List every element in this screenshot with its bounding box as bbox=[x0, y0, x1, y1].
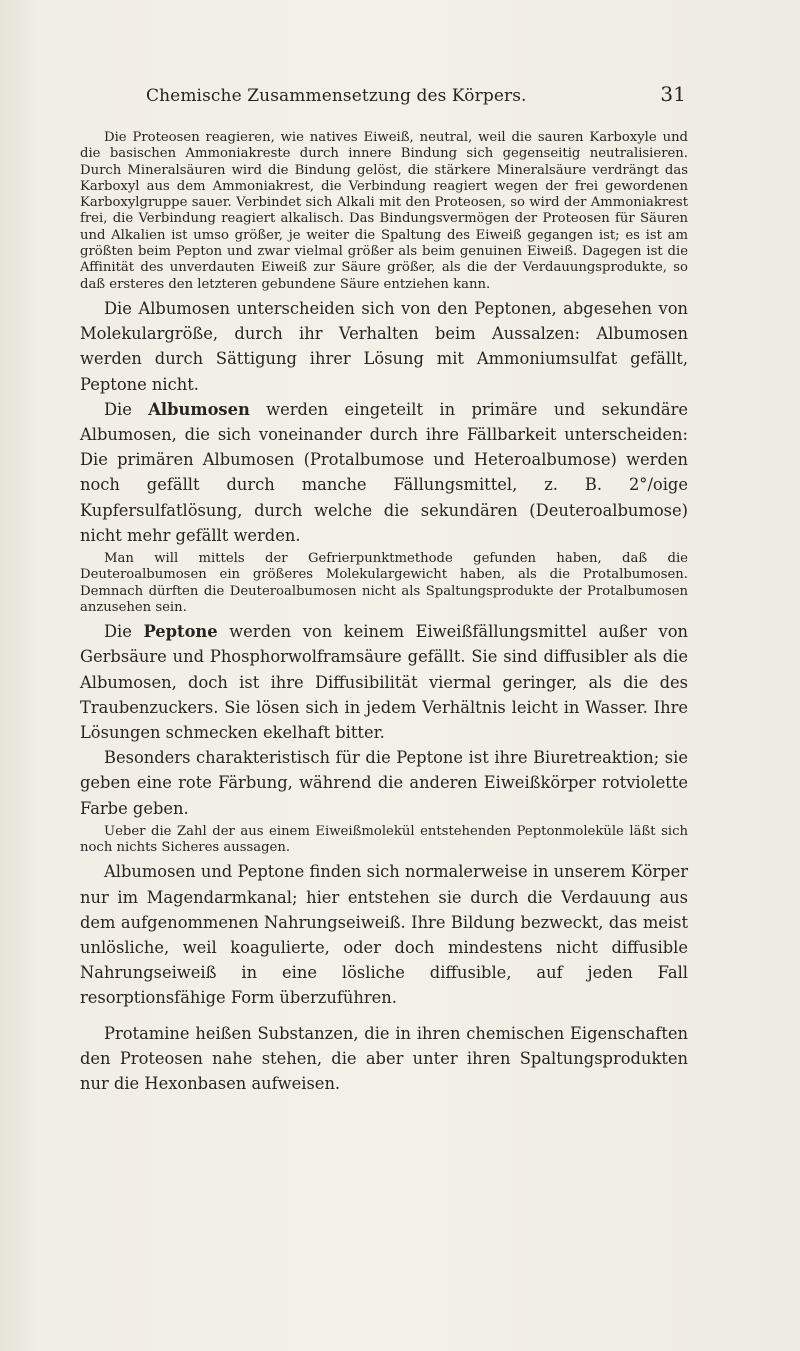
paragraph-rest: werden von keinem Eiweißfällungsmittel außer von Gerbsäure und Phosphorwolframsäure gefällt. Sie sind diffusibler als die Albumosen, doch ist ihre Diffusibilität viermal geringer, als die des Traubenzuckers. Sie lösen sich in jedem Verhältnis leicht in Wasser. Ihre Lösungen schmecken ekelhaft bitter. bbox=[80, 622, 689, 742]
header-title: Chemische Zusammensetzung des Körpers. bbox=[146, 86, 527, 106]
paragraph-protamine: Protamine heißen Substanzen, die in ihren chemischen Eigenschaften den Proteosen nahe stehen, die aber unter ihren Spaltungsprodukten nur die Hexonbasen aufweisen. bbox=[80, 1023, 688, 1094]
paragraph-pepton-molekuele: Ueber die Zahl der aus einem Eiweißmolekül entstehenden Peptonmoleküle läßt sich noch nichts Sicheres aussagen. bbox=[80, 823, 688, 856]
paragraph-peptone bbox=[80, 619, 688, 745]
paragraph-albumosen-peptone: Die Albumosen unterscheiden sich von den Peptonen, abgesehen von Molekulargröße, durch ihr Verhalten beim Aussalzen: Albumosen werden durch Sättigung ihrer Lösung mit Ammoniumsulfat gefällt, Peptone nicht. bbox=[80, 298, 688, 394]
paragraph-rest: werden eingeteilt in primäre und sekundäre Albumosen, die sich voneinander durch ihre Fällbarkeit unterscheiden: Die primären Albumosen (Protalbumose und Heteroalbumose) werden noch gefällt durch manche Fällungsmittel, z. B. 2°/oige Kupfersulfatlösung, durch welche die sekundären (Deuteroalbumose) nicht mehr gefällt werden. bbox=[80, 399, 688, 545]
paragraph-proteosen-reaktion: Die Proteosen reagieren, wie natives Eiweiß, neutral, weil die sauren Karboxyle und die basischen Ammoniakreste durch innere Bindung sich gegenseitig neutralisieren. Durch Mineralsäuren wird die Bindung gelöst, die stärkere Mineralsäure verdrängt das Karboxyl aus dem Ammoniakrest, die Verbindung reagiert wegen der frei gewordenen Karboxylgruppe sauer. Verbindet sich Alkali mit den Proteosen, so wird der Ammoniakrest frei, die Verbindung reagiert alkalisch. Das Bindungsvermögen der Proteosen für Säuren und Alkalien ist umso größer, je weiter die Spaltung des Eiweiß gegangen ist; es ist am größten beim Pepton und zwar vielmal größer als beim genuinen Eiweiß. Dagegen ist die Affinität des unverdauten Eiweiß zur Säure größer, als die der Verdauungsprodukte, so daß ersteres den letzteren gebundene Säure entziehen kann. bbox=[80, 130, 688, 292]
paragraph-verdauung: Albumosen und Peptone finden sich normalerweise in unserem Körper nur im Magendarmkanal; hier entstehen sie durch die Verdauung aus dem aufgenommenen Nahrungseiweiß. Ihre Bildung bezweckt, das meist unlösliche, weil koagulierte, oder doch mindestens nicht diffusible Nahrungseiweiß in eine lösliche diffusible, auf jeden Fall resorptionsfähige Form überzuführen. bbox=[80, 862, 688, 1008]
page-body bbox=[80, 130, 688, 1096]
paragraph-lead: Die bbox=[104, 622, 144, 642]
paragraph-gefrierpunkt: Man will mittels der Gefrierpunktmethode gefunden haben, daß die Deuteroalbumosen ein größeres Molekulargewicht haben, als die Protalbumosen. Demnach dürften die Deuteroalbumosen nicht als Spaltungsprodukte der Protalbumosen anzusehen sein. bbox=[80, 551, 688, 615]
paragraph-lead: Die bbox=[104, 399, 149, 419]
running-header bbox=[146, 82, 686, 106]
term-albumosen: Albumosen bbox=[148, 399, 250, 419]
paragraph-biuret: Besonders charakteristisch für die Peptone ist ihre Biuretreaktion; sie geben eine rote Färbung, während die anderen Eiweißkörper rotviolette Farbe geben. bbox=[80, 748, 688, 818]
page-number: 31 bbox=[660, 82, 686, 106]
term-peptone: Peptone bbox=[143, 622, 218, 642]
paragraph-albumosen-einteilung bbox=[80, 397, 688, 548]
